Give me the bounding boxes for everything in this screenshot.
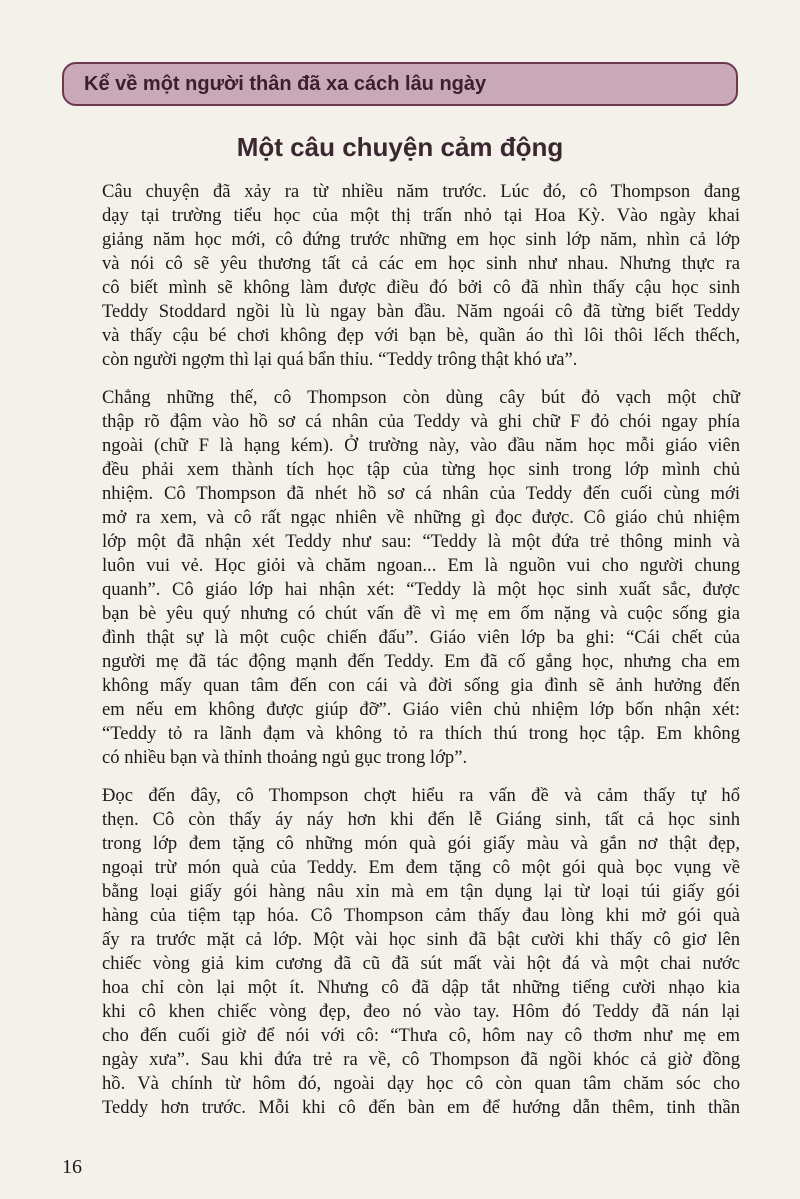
text-line: chiếc vòng giả kim cương đã cũ đã sút mất vài hột đá và một chai nước bbox=[102, 953, 740, 974]
text-line: Chẳng những thế, cô Thompson còn dùng cây bút đỏ vạch một chữ bbox=[102, 387, 740, 408]
text-line: và thấy cậu bé chơi không đẹp với bạn bè, quần áo thì lôi thôi lếch thếch, bbox=[102, 325, 740, 346]
section-header-text: Kể về một người thân đã xa cách lâu ngày bbox=[84, 73, 487, 95]
paragraph-2 bbox=[72, 386, 740, 770]
text-line: Câu chuyện đã xảy ra từ nhiều năm trước. Lúc đó, cô Thompson đang bbox=[102, 181, 740, 202]
text-line: quanh”. Cô giáo lớp hai nhận xét: “Teddy là một học sinh xuất sắc, được bbox=[102, 579, 740, 600]
text-line: “Teddy tỏ ra lãnh đạm và không tỏ ra thích thú trong học tập. Em không bbox=[102, 723, 740, 744]
text-line: giảng năm học mới, cô đứng trước những em học sinh lớp năm, nhìn cả lớp bbox=[102, 229, 740, 250]
text-line: luôn vui vẻ. Học giỏi và chăm ngoan... Em là nguồn vui cho người chung bbox=[102, 555, 740, 576]
text-line: người mẹ đã tác động mạnh đến Teddy. Em đã cố gắng học, nhưng cha em bbox=[102, 651, 740, 672]
text-line: và nói cô sẽ yêu thương tất cả các em học sinh như nhau. Nhưng thực ra bbox=[102, 253, 740, 274]
text-line: có nhiều bạn và thỉnh thoảng ngủ gục trong lớp”. bbox=[102, 747, 468, 768]
text-line: mở ra xem, và cô rất ngạc nhiên về những gì đọc được. Cô giáo chủ nhiệm bbox=[102, 507, 740, 528]
text-line: bạn bè yêu quý nhưng có chút vấn đề vì mẹ em ốm nặng và cuộc sống gia bbox=[102, 603, 740, 624]
section-header-band bbox=[62, 62, 738, 106]
text-line: Đọc đến đây, cô Thompson chợt hiểu ra vấn đề và cảm thấy tự hổ bbox=[102, 785, 740, 806]
text-line: ngoài (chữ F là hạng kém). Ở trường này, vào đầu năm học mỗi giáo viên bbox=[102, 435, 740, 456]
text-line: hàng của tiệm tạp hóa. Cô Thompson cảm thấy đau lòng khi mở gói quà bbox=[102, 905, 740, 926]
text-line: thập rõ đậm vào hồ sơ cá nhân của Teddy và ghi chữ F đỏ chói ngay phía bbox=[102, 411, 740, 432]
page-number: 16 bbox=[62, 1156, 82, 1178]
text-line: còn người ngợm thì lại quá bẩn thỉu. “Teddy trông thật khó ưa”. bbox=[102, 349, 578, 370]
text-line: Teddy hơn trước. Mỗi khi cô đến bàn em để hướng dẫn thêm, tinh thần bbox=[102, 1097, 740, 1118]
text-line: bằng loại giấy gói hàng nâu xỉn mà em tận dụng lại từ loại túi giấy gói bbox=[102, 881, 740, 902]
text-line: cho đến cuối giờ để nói với cô: “Thưa cô, hôm nay cô thơm như mẹ em bbox=[102, 1025, 740, 1046]
story-title: Một câu chuyện cảm động bbox=[236, 132, 564, 162]
text-line: ấy ra trước mặt cả lớp. Một vài học sinh đã bật cười khi thấy cô giơ lên bbox=[102, 929, 740, 950]
text-line: ngoại trừ món quà của Teddy. Em đem tặng cô một gói quà bọc vụng về bbox=[102, 857, 740, 878]
text-line: Teddy Stoddard ngồi lù lù ngay bàn đầu. Năm ngoái cô đã từng biết Teddy bbox=[102, 301, 740, 322]
text-line: trong lớp đem tặng cô những món quà gói giấy màu và gắn nơ thật đẹp, bbox=[102, 833, 740, 854]
text-line: khi cô khen chiếc vòng đẹp, đeo nó vào tay. Hôm đó Teddy đã nán lại bbox=[102, 1001, 740, 1022]
text-line: không mấy quan tâm đến con cái và đời sống gia đình sẽ ảnh hưởng đến bbox=[102, 675, 740, 696]
text-line: đình thật sự là một cuộc chiến đấu”. Giáo viên lớp ba ghi: “Cái chết của bbox=[102, 627, 740, 648]
paragraph-1 bbox=[72, 180, 740, 372]
text-line: lớp một đã nhận xét Teddy như sau: “Teddy là một đứa trẻ thông minh và bbox=[102, 531, 740, 552]
text-line: nhiệm. Cô Thompson đã nhét hồ sơ cá nhân của Teddy đến cuối cùng mới bbox=[102, 483, 740, 504]
text-line: đều phải xem thành tích học tập của từng học sinh trong lớp mình chủ bbox=[102, 459, 740, 480]
paragraph-3 bbox=[72, 784, 740, 1120]
text-line: ngày xưa”. Sau khi đứa trẻ ra về, cô Thompson đã ngồi khóc cả giờ đồng bbox=[102, 1049, 740, 1070]
text-line: dạy tại trường tiểu học của một thị trấn nhỏ tại Hoa Kỳ. Vào ngày khai bbox=[102, 205, 740, 226]
text-line: em nếu em không được giúp đỡ”. Giáo viên chủ nhiệm lớp bốn nhận xét: bbox=[102, 699, 740, 720]
text-line: hồ. Và chính từ hôm đó, ngoài dạy học cô còn quan tâm chăm sóc cho bbox=[102, 1073, 740, 1094]
text-line: thẹn. Cô còn thấy áy náy hơn khi đến lễ Giáng sinh, tất cả học sinh bbox=[102, 809, 740, 830]
text-line: cô biết mình sẽ không làm được điều đó bởi cô đã nhìn thấy cậu học sinh bbox=[102, 277, 740, 298]
text-line: hoa chỉ còn lại một ít. Nhưng cô đã dập tắt những tiếng cười nhạo kia bbox=[102, 977, 740, 998]
story-body bbox=[72, 180, 740, 1134]
